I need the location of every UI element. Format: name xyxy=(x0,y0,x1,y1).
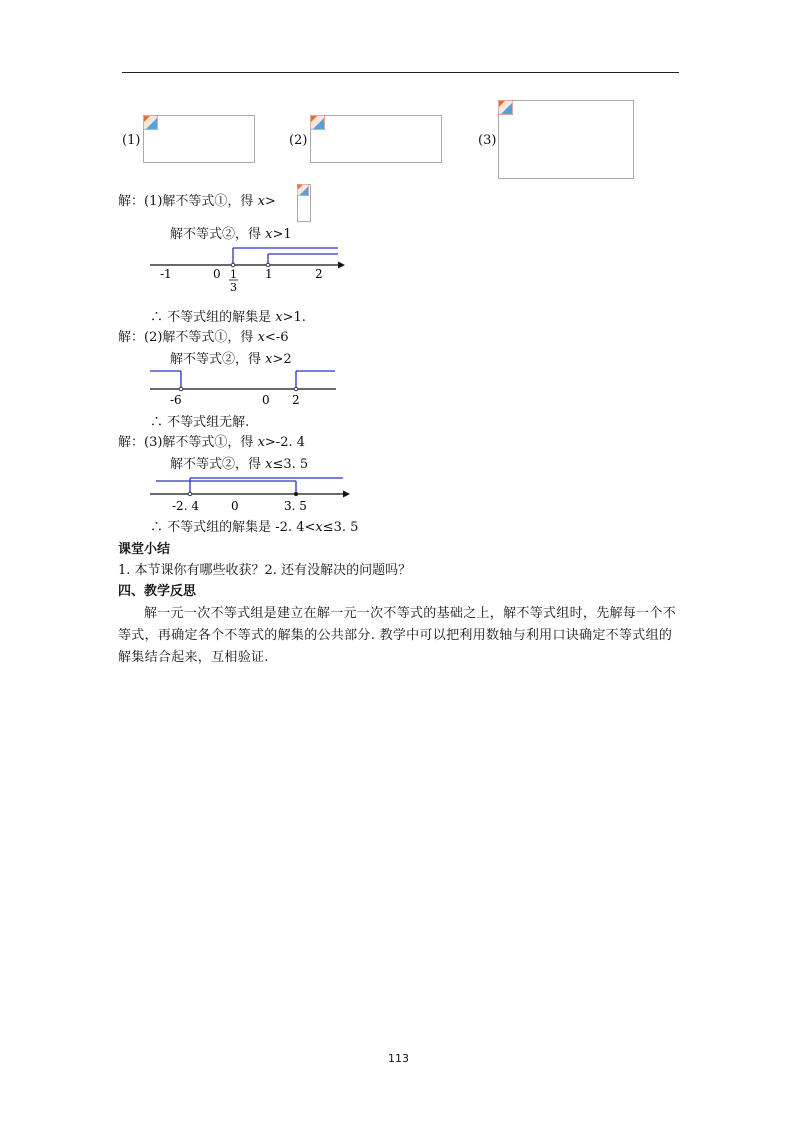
number-line-3 xyxy=(148,470,353,515)
tick-label-0: 0 xyxy=(262,393,270,407)
tick-label-2: 2 xyxy=(292,393,300,407)
problem-3-image xyxy=(498,100,634,179)
broken-image-icon xyxy=(143,115,158,130)
problem-1-image xyxy=(143,115,255,163)
axis-arrow xyxy=(338,262,345,269)
tick-label-minus-2-4: -2. 4 xyxy=(172,499,199,513)
solution-1-conclusion: ∴ 不等式组的解集是 x>1. xyxy=(150,310,306,325)
reflection-paragraph: 解一元一次不等式组是建立在解一元一次不等式的基础之上，解不等式组时，先解每一个不等式，再确定各个不等式的解集的公共部分. 教学中可以把利用数轴与利用口诀确定不等式组的解集结合起来，互相验证. xyxy=(118,606,677,665)
broken-image-icon xyxy=(297,184,309,196)
solution-1-line-1: 解：(1)解不等式①，得 x> xyxy=(118,194,276,209)
problem-2-image xyxy=(310,115,442,163)
tick-label-0: 0 xyxy=(213,267,221,281)
solution-3-line-2: 解不等式②，得 x≤3. 5 xyxy=(170,457,309,472)
problem-3-label: (3) xyxy=(478,133,497,148)
tick-label-3-5: 3. 5 xyxy=(284,499,307,513)
broken-image-icon xyxy=(310,115,325,130)
tick-label-0: 0 xyxy=(231,499,239,513)
solution-2-line-2: 解不等式②，得 x>2 xyxy=(170,352,292,367)
axis-arrow xyxy=(343,491,350,498)
number-line-1 xyxy=(148,238,348,293)
open-point-minus-6 xyxy=(179,387,183,391)
tick-label-minus-1: -1 xyxy=(160,267,172,281)
reflection-heading: 四、教学反思 xyxy=(118,584,197,599)
tick-label-fraction-num: 1 xyxy=(230,268,237,281)
solution-1-line-2: 解不等式②，得 x>1 xyxy=(170,227,292,242)
solution-3-conclusion: ∴ 不等式组的解集是 -2. 4<x≤3. 5 xyxy=(150,520,359,535)
solution-3-line-1: 解：(3)解不等式①，得 x>-2. 4 xyxy=(118,435,305,450)
closed-point-3-5 xyxy=(294,492,298,496)
open-point-minus-2-4 xyxy=(188,492,192,496)
header-rule xyxy=(122,72,679,73)
open-point-2 xyxy=(294,387,298,391)
open-point-third xyxy=(231,263,235,267)
page-number: 113 xyxy=(388,1052,409,1065)
tick-label-fraction-den: 3 xyxy=(230,281,237,293)
problem-2-label: (2) xyxy=(289,133,308,148)
tick-label-minus-6: -6 xyxy=(170,393,182,407)
broken-image-icon xyxy=(498,100,513,115)
tick-label-1: 1 xyxy=(265,267,273,281)
tick-label-2: 2 xyxy=(315,267,323,281)
solution-2-conclusion: ∴ 不等式组无解. xyxy=(150,415,250,430)
problem-1-label: (1) xyxy=(122,133,141,148)
summary-text: 1. 本节课你有哪些收获？2. 还有没解决的问题吗？ xyxy=(118,563,412,578)
summary-heading: 课堂小结 xyxy=(118,542,171,557)
number-line-2 xyxy=(148,364,348,409)
solution-2-line-1: 解：(2)解不等式①，得 x<-6 xyxy=(118,330,289,345)
